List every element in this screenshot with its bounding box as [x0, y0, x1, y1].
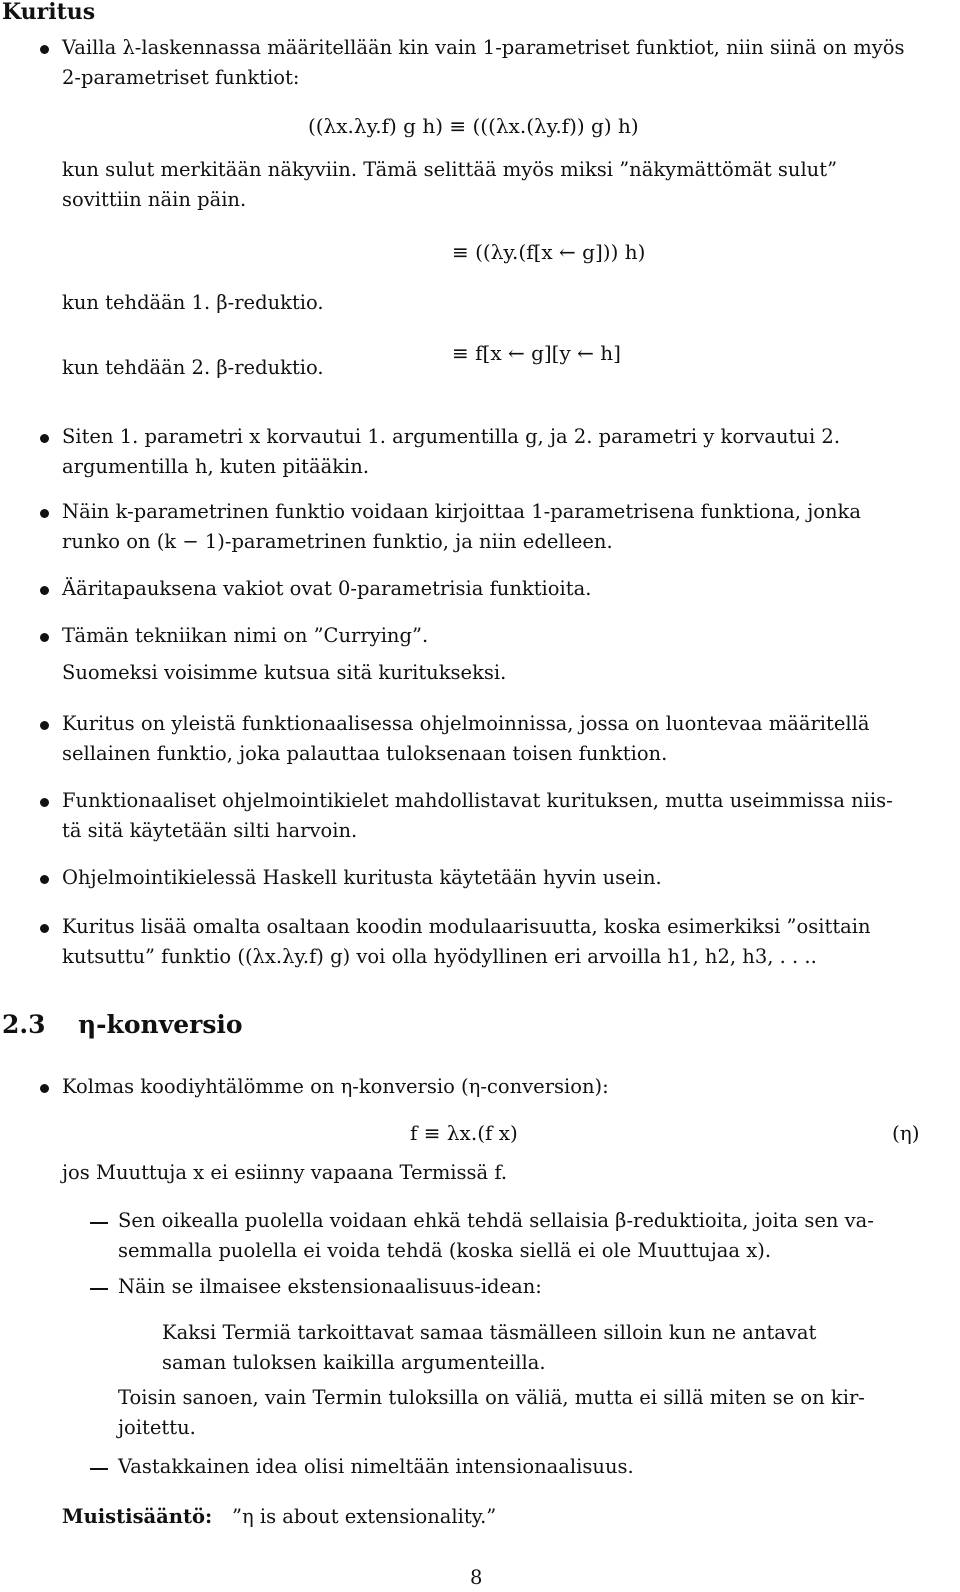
eta-sub-1-line-1: Sen oikealla puolella voidaan ehkä tehdä sellaisia β-reduktioita, joita sen va- — [118, 1209, 874, 1232]
reduction-step-2-label: kun tehdään 2. β-reduktio. — [62, 356, 324, 379]
eta-sub-1-line-2: semmalla puolella ei voida tehdä (koska siellä ei ole Muuttujaa x). — [118, 1239, 772, 1262]
eta-sub-2: Näin se ilmaisee ekstensionaalisuus-idean: — [118, 1275, 542, 1298]
section-number: 2.3 — [2, 1010, 46, 1039]
bullet-1-line-1: Siten 1. parametri x korvautui 1. argumentilla g, ja 2. parametri y korvautui 2. — [62, 425, 841, 448]
bullet-5-line-1: Kuritus on yleistä funktionaalisessa ohjelmoinnissa, jossa on luontevaa määritellä — [62, 712, 870, 735]
bullet-6-line-1: Funktionaaliset ohjelmointikielet mahdollistavat kurituksen, mutta useimmissa niis- — [62, 789, 893, 812]
bullet-8-line-1: Kuritus lisää omalta osaltaan koodin modulaarisuutta, koska esimerkiksi ”osittain — [62, 915, 871, 938]
bullet-1-line-2: argumentilla h, kuten pitääkin. — [62, 455, 370, 478]
page-number: 8 — [470, 1566, 483, 1589]
dash-icon — [90, 1222, 108, 1224]
mnemonic-text: ”η is about extensionality.” — [232, 1505, 497, 1528]
intro-line-2: 2-parametriset funktiot: — [62, 66, 300, 89]
bullet-icon — [40, 798, 49, 807]
eta-condition: jos Muuttuja x ei esiinny vapaana Termissä f. — [62, 1161, 508, 1184]
bullet-5-line-2: sellainen funktio, joka palauttaa tuloksenaan toisen funktion. — [62, 742, 668, 765]
extensionality-quote-line-2: saman tuloksen kaikilla argumenteilla. — [162, 1351, 546, 1374]
bullet-icon — [40, 586, 49, 595]
intro-after-2: sovittiin näin päin. — [62, 188, 247, 211]
dash-icon — [90, 1288, 108, 1290]
reduction-step-1-label: kun tehdään 1. β-reduktio. — [62, 291, 324, 314]
bullet-3-line-1: Ääritapauksena vakiot ovat 0-parametrisia funktioita. — [62, 577, 592, 600]
bullet-icon — [40, 721, 49, 730]
bullet-4-line-2: Suomeksi voisimme kutsua sitä kuritukseksi. — [62, 661, 507, 684]
dash-icon — [90, 1468, 108, 1470]
bullet-7-line-1: Ohjelmointikielessä Haskell kuritusta käytetään hyvin usein. — [62, 866, 662, 889]
eta-other-line-1: Toisin sanoen, vain Termin tuloksilla on väliä, mutta ei sillä miten se on kir- — [118, 1386, 865, 1409]
eta-other-line-2: joitettu. — [118, 1416, 196, 1439]
bullet-6-line-2: tä sitä käytetään silti harvoin. — [62, 819, 358, 842]
bullet-icon — [40, 1084, 49, 1093]
eta-intro: Kolmas koodiyhtälömme on η-konversio (η-conversion): — [62, 1075, 609, 1098]
section-title: Kuritus — [2, 0, 96, 25]
bullet-4-line-1: Tämän tekniikan nimi on ”Currying”. — [62, 624, 429, 647]
bullet-2-line-1: Näin k-parametrinen funktio voidaan kirjoittaa 1-parametrisena funktiona, jonka — [62, 500, 861, 523]
bullet-icon — [40, 509, 49, 518]
section-heading: η-konversio — [78, 1010, 243, 1039]
reduction-step-2-equation: ≡ f[x ← g][y ← h] — [452, 341, 621, 365]
intro-line-1: Vailla λ-laskennassa määritellään kin vain 1-parametriset funktiot, niin siinä on myös — [62, 36, 905, 59]
currying-equation: ((λx.λy.f) g h) ≡ (((λx.(λy.f)) g) h) — [308, 114, 639, 138]
bullet-icon — [40, 633, 49, 642]
bullet-icon — [40, 45, 49, 54]
eta-sub-3: Vastakkainen idea olisi nimeltään intensionaalisuus. — [118, 1455, 634, 1478]
intro-after-1: kun sulut merkitään näkyviin. Tämä selittää myös miksi ”näkymättömät sulut” — [62, 158, 838, 181]
eta-equation-tag: (η) — [892, 1121, 920, 1145]
bullet-icon — [40, 875, 49, 884]
eta-equation: f ≡ λx.(f x) — [410, 1121, 518, 1145]
bullet-8-line-2: kutsuttu” funktio ((λx.λy.f) g) voi olla hyödyllinen eri arvoilla h1, h2, h3, . . .. — [62, 945, 817, 968]
bullet-2-line-2: runko on (k − 1)-parametrinen funktio, ja niin edelleen. — [62, 530, 613, 553]
bullet-icon — [40, 924, 49, 933]
mnemonic-label: Muistisääntö: — [62, 1505, 213, 1528]
extensionality-quote-line-1: Kaksi Termiä tarkoittavat samaa täsmälleen silloin kun ne antavat — [162, 1321, 817, 1344]
reduction-step-1-equation: ≡ ((λy.(f[x ← g])) h) — [452, 240, 646, 264]
bullet-icon — [40, 434, 49, 443]
